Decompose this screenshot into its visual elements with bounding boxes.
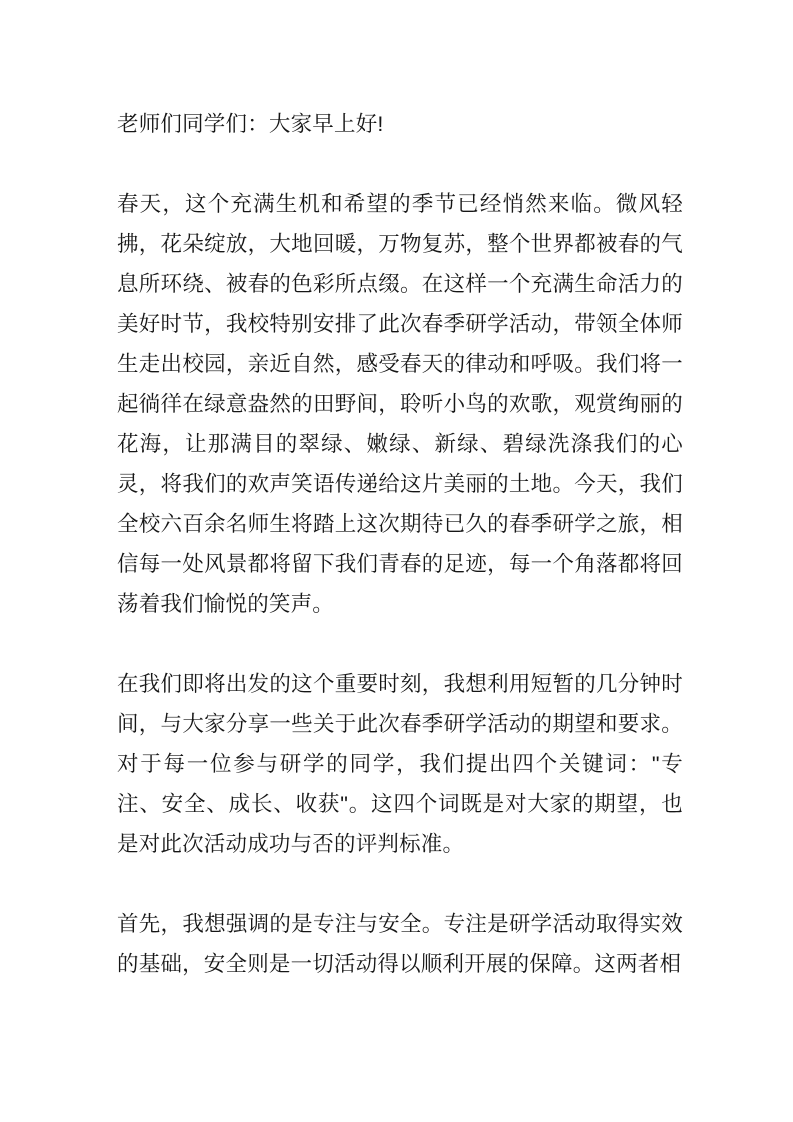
paragraph-spring-intro: 春天，这个充满生机和希望的季节已经悄然来临。微风轻拂，花朵绽放，大地回暖，万物复苏，整个世界都被春的气息所环绕、被春的色彩所点缀。在这样一个充满生命活力的美好时节，我校特别安排了此次春季研学活动，带领全体师生走出校园，亲近自然，感受春天的律动和呼吸。我们将一起徜徉在绿意盎然的田野间，聆听小鸟的欢歌，观赏绚丽的花海，让那满目的翠绿、嫩绿、新绿、碧绿洗涤我们的心灵，将我们的欢声笑语传递给这片美丽的土地。今天，我们全校六百余名师生将踏上这次期待已久的春季研学之旅，相信每一处风景都将留下我们青春的足迹，每一个角落都将回荡着我们愉悦的笑声。 <box>117 192 683 616</box>
paragraph-keywords: 在我们即将出发的这个重要时刻，我想利用短暂的几分钟时间，与大家分享一些关于此次春季研学活动的期望和要求。对于每一位参与研学的同学，我们提出四个关键词："专注、安全、成长、收获"。这四个词既是对大家的期望，也是对此次活动成功与否的评判标准。 <box>117 672 683 856</box>
paragraph-focus-and-safety: 首先，我想强调的是专注与安全。专注是研学活动取得实效的基础，安全则是一切活动得以顺利开展的保障。这两者相 <box>117 912 683 976</box>
paragraph-salutation: 老师们同学们：大家早上好! <box>117 112 384 136</box>
document-text-body <box>117 104 683 984</box>
